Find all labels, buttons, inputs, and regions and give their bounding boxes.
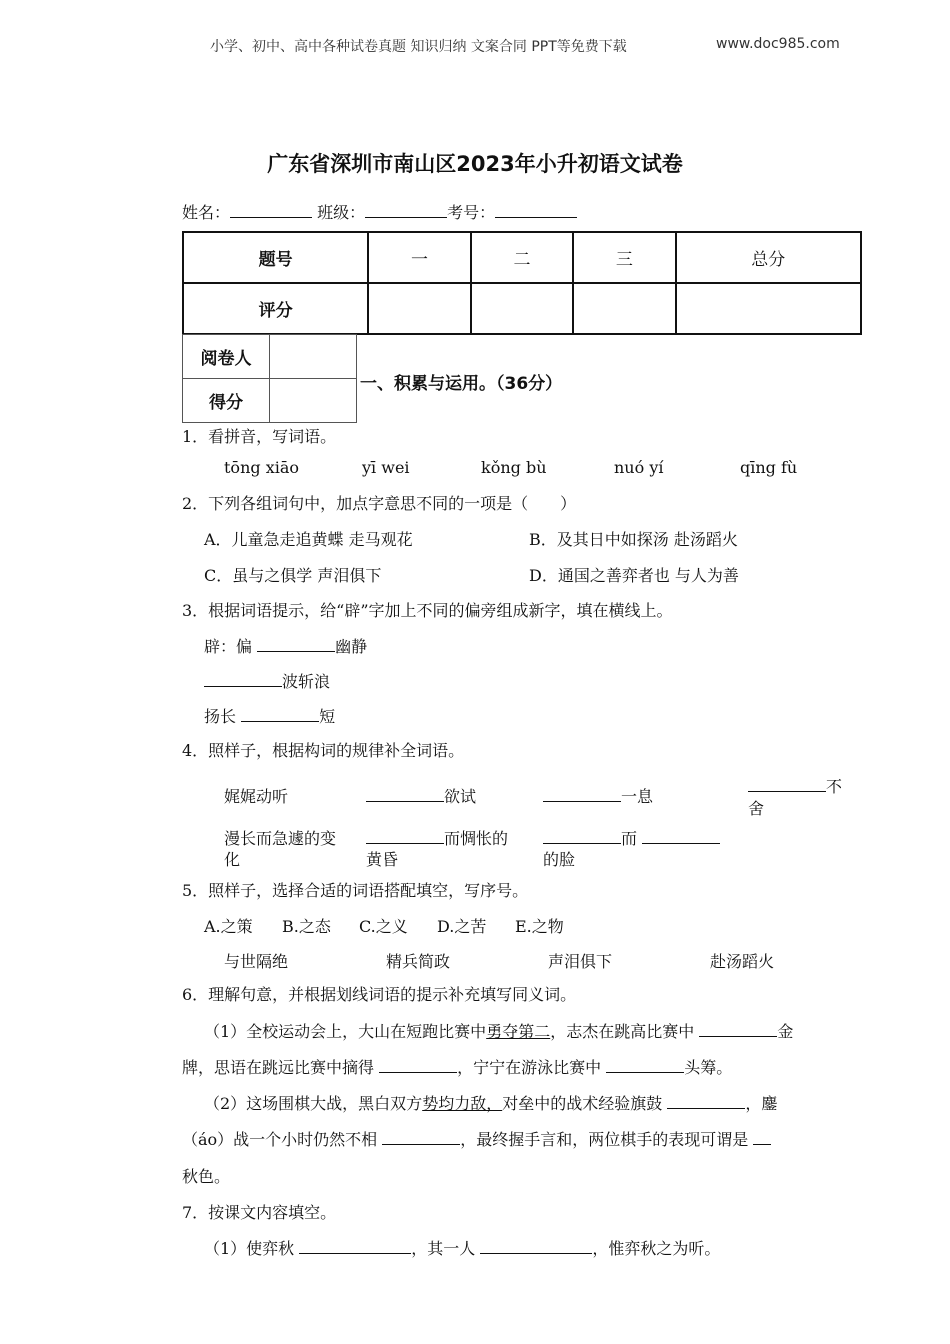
q3-l3-pre: 扬长 (204, 707, 237, 726)
q6-text: ，志杰在跳高比赛中 (550, 1022, 695, 1041)
q6-text: （áo）战一个小时仍然不相 (182, 1130, 378, 1149)
reviewer-cell[interactable] (270, 335, 357, 379)
q7-blank[interactable] (480, 1237, 592, 1254)
q4-blank[interactable] (543, 785, 621, 802)
q4-stem: 4．照样子，根据构词的规律补全词语。 (182, 741, 465, 760)
q4-item-4 (366, 826, 508, 849)
q6-p1-line1 (204, 1019, 793, 1042)
q6-text: （2）这场围棋大战，黑白双方 (204, 1094, 423, 1113)
q6-text: ，鏖 (745, 1094, 778, 1113)
q2-option-d[interactable]: D．通国之善弈者也 与人为善 (529, 566, 739, 585)
q2-option-b[interactable]: B．及其日中如探汤 赴汤蹈火 (529, 530, 738, 549)
q4-blank[interactable] (748, 775, 826, 792)
q6-blank[interactable] (379, 1056, 457, 1073)
q1-pinyin-1: tōng xiāo (224, 458, 300, 477)
score-cell[interactable] (471, 283, 573, 334)
score-header-cell: 总分 (676, 232, 861, 283)
q5-option-a: A.之策 (204, 917, 253, 936)
q3-blank-1[interactable] (257, 635, 335, 652)
reviewer-label: 阅卷人 (183, 335, 270, 379)
q6-text: 金 (777, 1022, 794, 1041)
reviewer-table (182, 334, 357, 423)
q6-underlined-word: 勇夺第二 (486, 1022, 551, 1041)
q4-example-1: 娓娓动听 (224, 787, 289, 806)
student-info (182, 200, 577, 223)
q3-line-3 (204, 704, 335, 727)
q4-item-text: 欲试 (444, 787, 477, 806)
q5-word-2: 精兵简政 (386, 952, 451, 971)
score-cell[interactable] (573, 283, 675, 334)
q4-item-text: 而惆怅的 (444, 829, 509, 848)
q5-option-e: E.之物 (515, 917, 564, 936)
q7-line-1 (204, 1236, 720, 1259)
q6-text: 对垒中的战术经验旗鼓 (502, 1094, 663, 1113)
q6-text: ，最终握手言和，两位棋手的表现可谓是 (460, 1130, 749, 1149)
q6-blank[interactable] (699, 1020, 777, 1037)
q6-text: （1）全校运动会上，大山在短跑比赛中 (204, 1022, 487, 1041)
q6-text: 牌，思语在跳远比赛中摘得 (182, 1058, 375, 1077)
q7-text: ，惟弈秋之为听。 (592, 1239, 721, 1258)
q4-blank[interactable] (642, 827, 720, 844)
reviewer-score-cell[interactable] (270, 379, 357, 423)
q5-word-1: 与世隔绝 (224, 952, 289, 971)
score-cell[interactable] (676, 283, 861, 334)
reviewer-score-label: 得分 (183, 379, 270, 423)
q5-word-3: 声泪俱下 (548, 952, 613, 971)
q4-blank[interactable] (543, 827, 621, 844)
q7-text: ，其一人 (411, 1239, 476, 1258)
q6-p2-line2 (182, 1127, 771, 1150)
score-table-header-row (183, 232, 861, 283)
q2-option-c[interactable]: C．虽与之俱学 声泪俱下 (204, 566, 382, 585)
q3-line-1 (204, 634, 367, 657)
q3-line-2 (204, 669, 330, 692)
q5-option-c: C.之义 (359, 917, 408, 936)
q1-pinyin-5: qīng fù (740, 458, 798, 477)
score-row-label: 评分 (183, 283, 368, 334)
q6-text: ，宁宁在游泳比赛中 (457, 1058, 602, 1077)
section-heading: 一、积累与运用。（36分） (360, 374, 563, 394)
q4-item-5 (543, 826, 720, 849)
score-header-cell: 三 (573, 232, 675, 283)
q3-blank-3[interactable] (241, 705, 319, 722)
reviewer-score-row (183, 379, 357, 423)
q6-p2-line1 (204, 1091, 777, 1114)
q7-stem: 7．按课文内容填空。 (182, 1203, 337, 1222)
q3-l1-pre: 辟：偏 (204, 637, 253, 656)
score-header-cell: 一 (368, 232, 470, 283)
q4-item-4-wrap: 黄昏 (366, 850, 399, 869)
exam-label: 考号： (447, 203, 496, 222)
q3-stem: 3．根据词语提示，给“辟”字加上不同的偏旁组成新字，填在横线上。 (182, 601, 673, 620)
q6-p1-line2 (182, 1055, 732, 1078)
q4-item-2 (543, 784, 653, 807)
q6-text: 头筹。 (684, 1058, 733, 1077)
name-blank[interactable] (230, 201, 312, 218)
q3-l3-post: 短 (319, 707, 336, 726)
score-table-score-row (183, 283, 861, 334)
q3-l1-post: 幽静 (335, 637, 368, 656)
q5-word-4: 赴汤蹈火 (710, 952, 775, 971)
q1-pinyin-3: kǒng bù (481, 458, 547, 477)
q2-option-a[interactable]: A．儿童急走追黄蝶 走马观花 (204, 530, 413, 549)
header-url[interactable]: www.doc985.com (716, 36, 840, 52)
page-title: 广东省深圳市南山区2023年小升初语文试卷 (267, 152, 683, 176)
exam-blank[interactable] (495, 201, 577, 218)
q6-blank[interactable] (382, 1128, 460, 1145)
reviewer-row (183, 335, 357, 379)
class-label: 班级： (317, 203, 366, 222)
q6-blank[interactable] (753, 1128, 771, 1145)
q4-item-1 (366, 784, 476, 807)
q6-p2-line3: 秋色。 (182, 1167, 231, 1186)
q3-blank-2[interactable] (204, 670, 282, 687)
q4-blank[interactable] (366, 827, 444, 844)
q4-item-text: 而 (621, 829, 638, 848)
q4-item-text: 一息 (621, 787, 654, 806)
q1-pinyin-4: nuó yí (614, 458, 664, 477)
q4-example-2: 漫长而急遽的变 (224, 829, 337, 848)
q2-stem: 2．下列各组词句中，加点字意思不同的一项是（ ） (182, 494, 577, 513)
q6-blank[interactable] (667, 1092, 745, 1109)
q6-blank[interactable] (606, 1056, 684, 1073)
q1-pinyin-2: yī wei (362, 458, 410, 477)
q4-item-5-wrap: 的脸 (543, 850, 576, 869)
q5-stem: 5．照样子，选择合适的词语搭配填空，写序号。 (182, 881, 529, 900)
score-header-cell: 二 (471, 232, 573, 283)
header-left-text: 小学、初中、高中各种试卷真题 知识归纳 文案合同 PPT等免费下载 (210, 39, 627, 55)
score-cell[interactable] (368, 283, 470, 334)
q3-l2-post: 波斩浪 (282, 672, 331, 691)
score-header-cell: 题号 (183, 232, 368, 283)
class-blank[interactable] (365, 201, 447, 218)
q7-text: （1）使弈秋 (204, 1239, 295, 1258)
q4-blank[interactable] (366, 785, 444, 802)
q4-example-2-wrap: 化 (224, 850, 241, 869)
name-label: 姓名： (182, 203, 231, 222)
q4-item-3 (748, 774, 842, 797)
q4-item-text: 不 (826, 777, 843, 796)
q7-blank[interactable] (299, 1237, 411, 1254)
q6-stem: 6．理解句意，并根据划线词语的提示补充填写同义词。 (182, 985, 577, 1004)
q1-stem: 1．看拼音，写词语。 (182, 427, 337, 446)
q5-option-d: D.之苦 (437, 917, 487, 936)
q5-option-b: B.之态 (282, 917, 331, 936)
q6-underlined-word: 势均力敌， (422, 1094, 503, 1113)
q4-item-3-wrap: 舍 (748, 799, 765, 818)
score-table (182, 231, 862, 335)
